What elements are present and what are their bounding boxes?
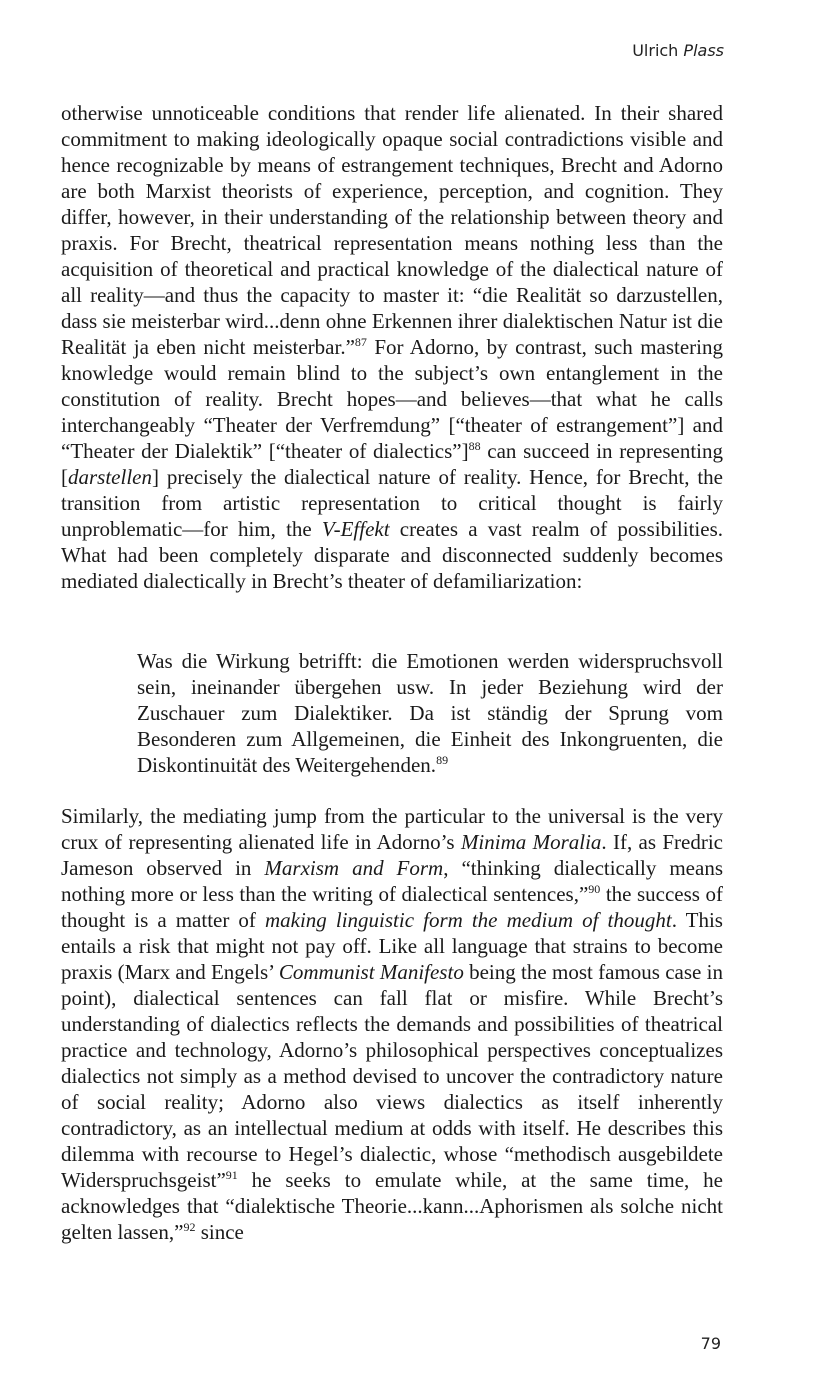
text-run: he seeks to emulate while, at the same time, he acknowledges that “dialektische Theorie...kann...Aphorismen als solche nicht gelten lassen,”	[61, 1168, 723, 1244]
header-author-last: Plass	[683, 41, 724, 60]
italic-term: darstellen	[68, 465, 152, 489]
italic-title: Minima Moralia	[460, 830, 602, 854]
text-run: , “thinking dialectically means nothing more or less than the writing of dialectical sentences,”	[61, 856, 723, 906]
text-run: since	[195, 1220, 244, 1244]
text-run: . If, as Fredric Jameson observed in	[61, 830, 723, 880]
text-run: can succeed in representing [	[61, 439, 723, 489]
footnote-ref-91[interactable]: 91	[225, 1168, 238, 1182]
italic-term: V-Effekt	[321, 517, 390, 541]
italic-title: Communist Manifesto	[278, 960, 464, 984]
body-paragraph-2	[61, 803, 723, 1245]
footnote-ref-87[interactable]: 87	[354, 335, 367, 349]
text-run: being the most famous case in point), dialectical sentences can fall flat or misfire. While Brecht’s understanding of dialectics reflects the demands and possibilities of theatrical practice and technology, Adorno’s philosophical perspectives conceptualizes dialectics not simply as a method devised to uncover the contradictory nature of social reality; Adorno also views dialectics as itself inherently contradictory, as an intellectual medium at odds with itself. He describes this dilemma with recourse to Hegel’s dialectic, whose “methodisch ausgebildete Widerspruchsgeist”	[61, 960, 723, 1192]
text-run: otherwise unnoticeable conditions that render life alienated. In their shared commitment to making ideologically opaque social contradictions visible and hence recognizable by means of estrangement techniques, Brecht and Adorno are both Marxist theorists of experience, perception, and cognition. They differ, however, in their understanding of the relationship between theory and praxis. For Brecht, theatrical representation means nothing less than the acquisition of theoretical and practical knowledge of the dialectical nature of all reality—and thus the capacity to master it: “die Realität so darzustellen, dass sie meisterbar wird...denn ohne Erkennen ihrer dialektischen Natur ist die Realität ja eben nicht meisterbar.”	[61, 101, 723, 359]
block-quote	[137, 648, 723, 778]
header-author-first: Ulrich	[632, 41, 679, 60]
text-run: the success of thought is a matter of	[61, 882, 723, 932]
footnote-ref-92[interactable]: 92	[183, 1220, 196, 1234]
footnote-ref-88[interactable]: 88	[468, 439, 481, 453]
italic-title: Marxism and Form	[264, 856, 444, 880]
running-header	[632, 41, 724, 60]
text-run: Similarly, the mediating jump from the particular to the universal is the very crux of representing alienated life in Adorno’s	[61, 804, 723, 854]
text-run: . This entails a risk that might not pay off. Like all language that strains to become praxis (Marx and Engels’	[61, 908, 723, 984]
footnote-ref-89[interactable]: 89	[436, 753, 449, 767]
page-number: 79	[700, 1334, 721, 1353]
italic-phrase: making linguistic form the medium of thought	[264, 908, 672, 932]
footnote-ref-90[interactable]: 90	[588, 882, 601, 896]
text-run: ] precisely the dialectical nature of reality. Hence, for Brecht, the transition from artistic representation to critical thought is fairly unproblematic—for him, the	[61, 465, 723, 541]
body-paragraph-1	[61, 100, 723, 594]
text-run: creates a vast realm of possibilities. What had been completely disparate and disconnected suddenly becomes mediated dialectically in Brecht’s theater of defamiliarization:	[61, 517, 724, 593]
text-run: For Adorno, by contrast, such mastering knowledge would remain blind to the subject’s own entanglement in the constitution of reality. Brecht hopes—and believes—that what he calls interchangeably “Theater der Verfremdung” [“theater of estrangement”] and “Theater der Dialektik” [“theater of dialectics”]	[61, 335, 724, 463]
quote-text: Was die Wirkung betrifft: die Emotionen werden widerspruchsvoll sein, ineinander übergehen usw. In jeder Beziehung wird der Zuschauer zum Dialektiker. Da ist ständig der Sprung vom Besonderen zum Allgemeinen, die Einheit des Inkongruenten, die Diskontinuität des Weitergehenden.	[137, 649, 723, 777]
